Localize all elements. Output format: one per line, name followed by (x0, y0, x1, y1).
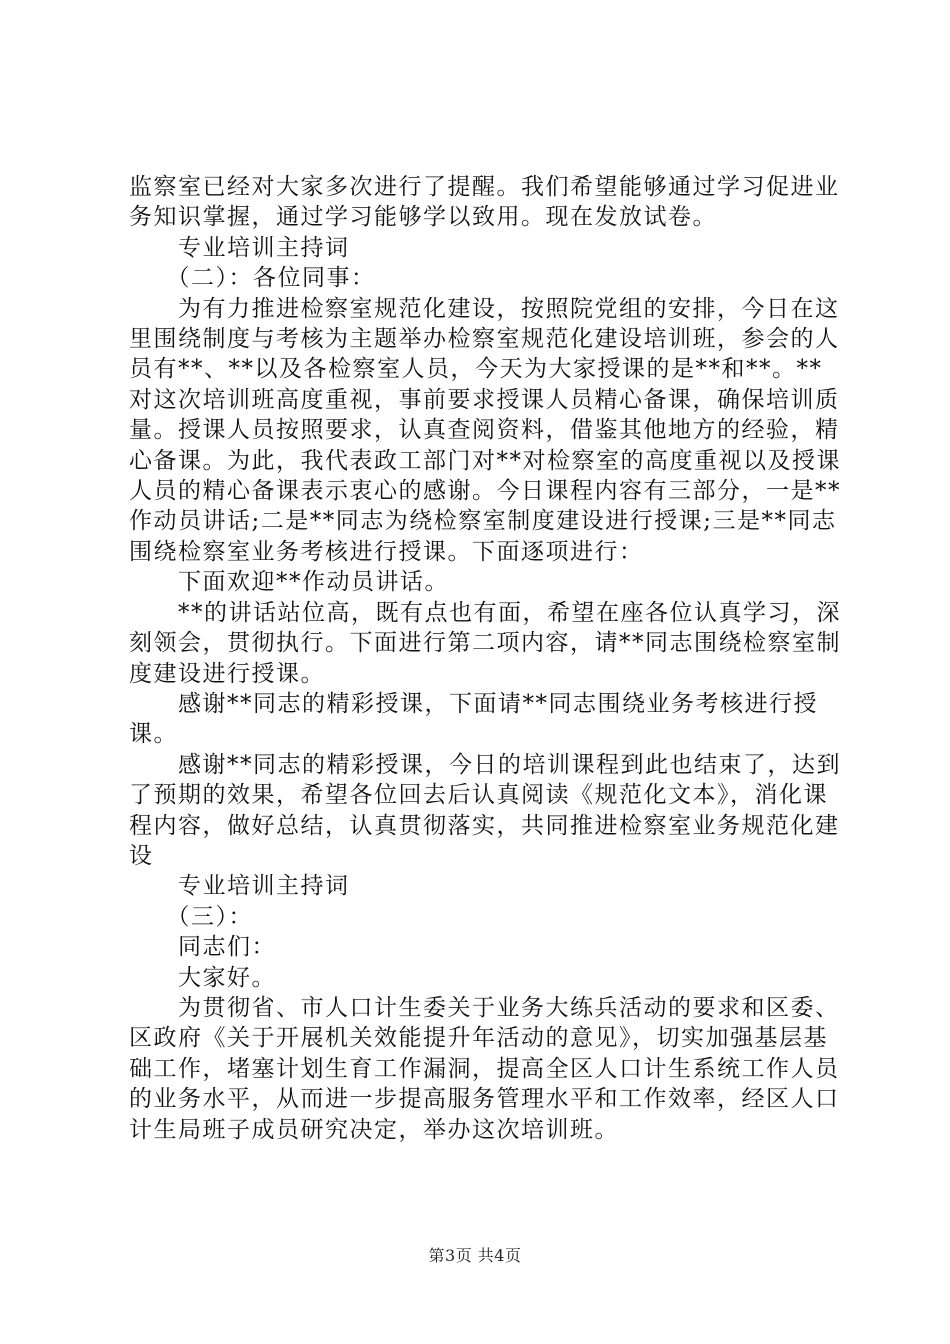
salutation: 同志们： (129, 934, 276, 961)
section-heading: 专业培训主持词 (129, 234, 350, 261)
paragraph: 感谢**同志的精彩授课，下面请**同志围绕业务考核进行授课。 (129, 690, 818, 748)
paragraph: 下面欢迎**作动员讲话。 (129, 569, 449, 596)
document-body (129, 172, 841, 1145)
section-subheading: （三）： (129, 903, 253, 930)
paragraph: 为有力推进检察室规范化建设，按照院党组的安排，今日在这里围绕制度与考核为主题举办检察室规范化建设培训班，参会的人员有**、**以及各检察室人员，今天为大家授课的是**和**。**对这次培训班高度重视，事前要求授课人员精心备课，确保培训质量。授课人员按照要求，认真查阅资料，借鉴其他地方的经验，精心备课。为此，我代表政工部门对**对检察室的高度重视以及授课人员的精心备课表示衷心的感谢。今日课程内容有三部分，一是**作动员讲话;二是**同志为绕检察室制度建设进行授课;三是**同志围绕检察室业务考核进行授课。下面逐项进行： (129, 295, 841, 565)
page-footer: 第3页 共4页 (428, 1246, 522, 1265)
section-heading: 专业培训主持词 (129, 873, 350, 900)
paragraph: 感谢**同志的精彩授课，今日的培训课程到此也结束了，达到了预期的效果，希望各位回去后认真阅读《规范化文本》，消化课程内容，做好总结，认真贯彻落实，共同推进检察室业务规范化建设 (129, 751, 841, 869)
paragraph: 为贯彻省、市人口计生委关于业务大练兵活动的要求和区委、区政府《关于开展机关效能提升年活动的意见》，切实加强基层基础工作，堵塞计划生育工作漏洞，提高全区人口计生系统工作人员的业务水平，从而进一步提高服务管理水平和工作效率，经区人口计生局班子成员研究决定，举办这次培训班。 (129, 994, 840, 1143)
greeting: 大家好。 (129, 964, 276, 991)
section-subheading: （二）：各位同事： (129, 265, 376, 292)
paragraph-continuation: 监察室已经对大家多次进行了提醒。我们希望能够通过学习促进业务知识掌握，通过学习能够学以致用。现在发放试卷。 (129, 174, 840, 231)
paragraph: **的讲话站位高，既有点也有面，希望在座各位认真学习，深刻领会，贯彻执行。下面进行第二项内容，请**同志围绕检察室制度建设进行授课。 (129, 599, 841, 687)
